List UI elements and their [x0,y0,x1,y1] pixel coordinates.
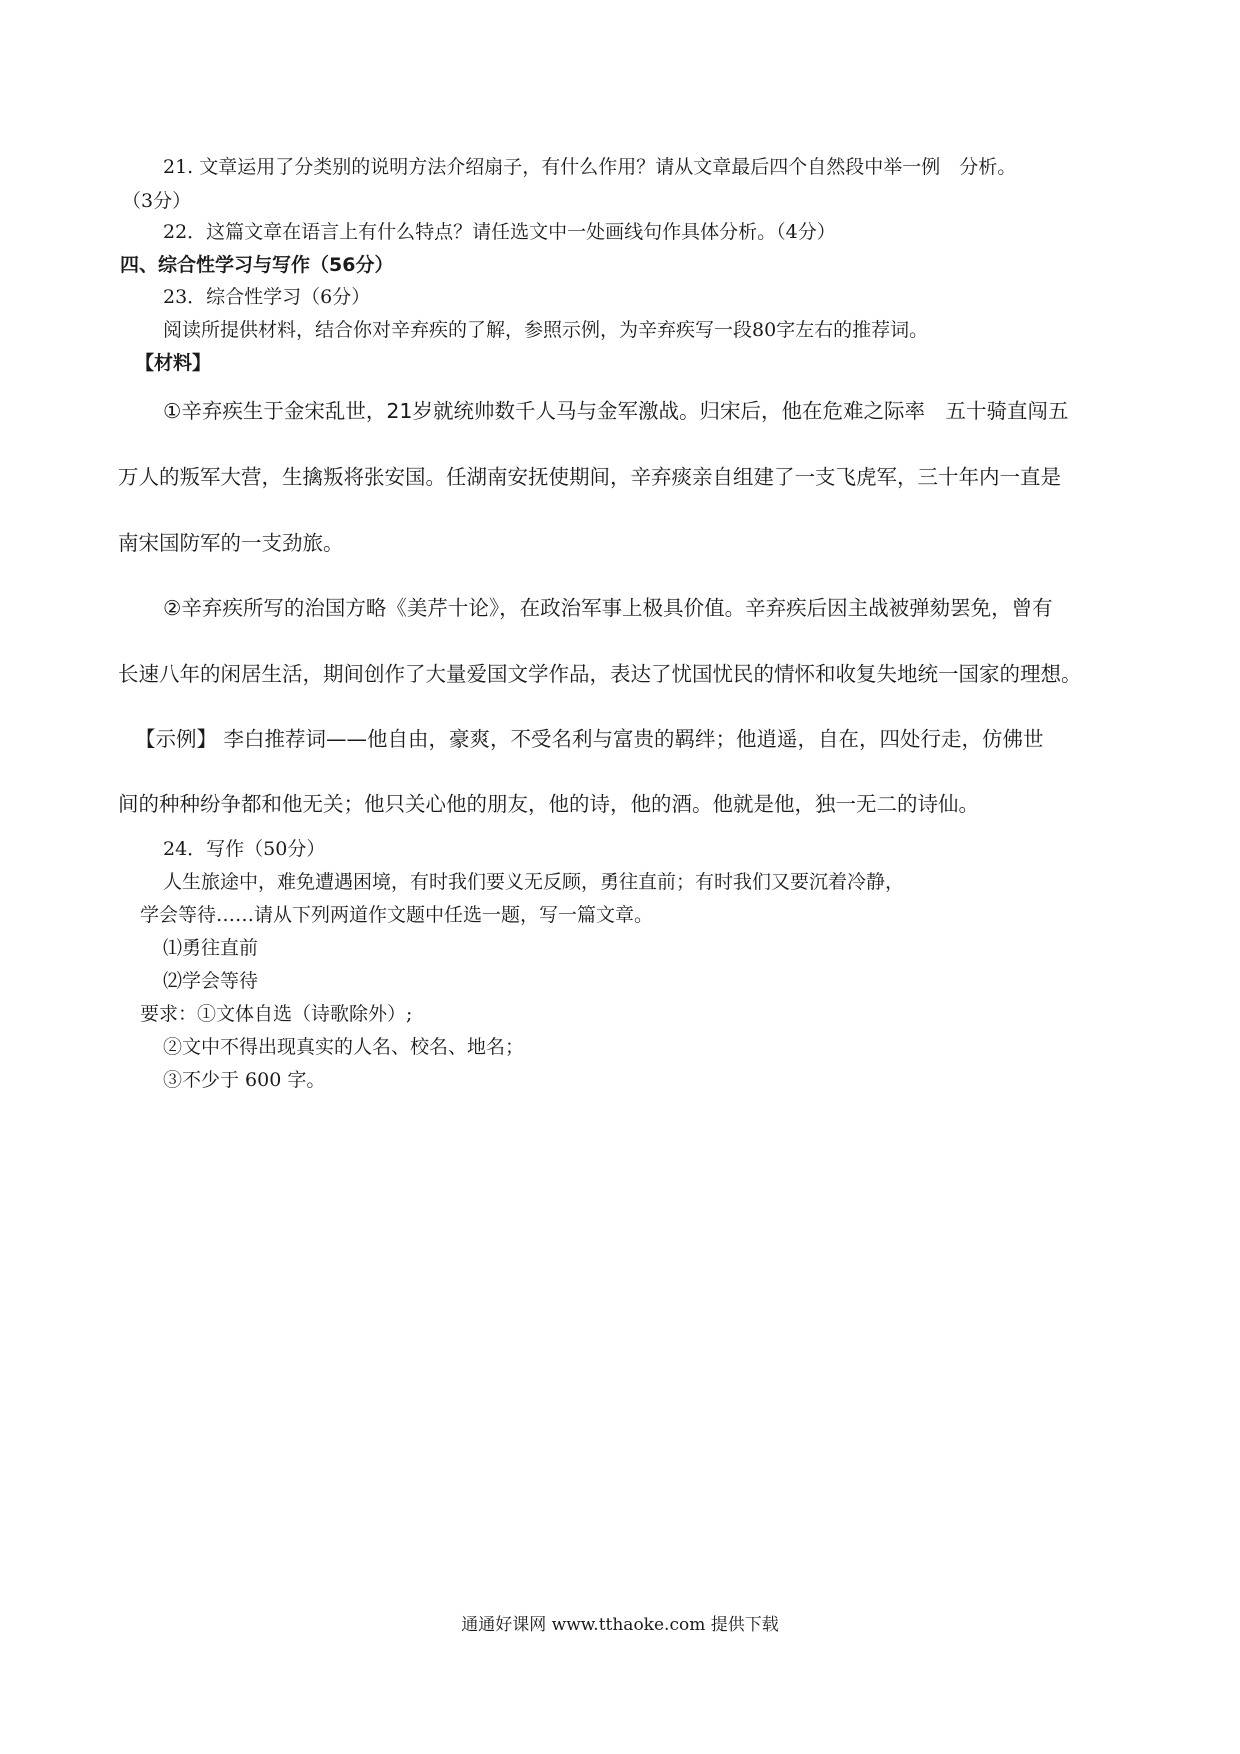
material1-line3: 南宋国防军的一支劲旅。 [118,531,344,555]
q24-option2: ⑵学会等待 [163,970,259,992]
q24-prompt1: 人生旅途中，难免遭遇困境，有时我们要义无反顾，勇往直前；有时我们又要沉着冷静， [163,871,905,893]
q23-instruction: 阅读所提供材料，结合你对辛弃疾的了解，参照示例，为辛弃疾写一段80字左右的推荐词。 [163,319,929,341]
example-line2: 间的种种纷争都和他无关；他只关心他的朋友，他的诗，他的酒。他就是他，独一无二的诗仙。 [118,792,979,816]
q21-line1: 21. 文章运用了分类别的说明方法介绍扇子，有什么作用？请从文章最后四个自然段中举一例 分析。 [163,156,1017,178]
material-label: 【材料】 [135,352,212,374]
material2-line2: 长速八年的闲居生活，期间创作了大量爱国文学作品，表达了忧国忧民的情怀和收复失地统一国家的理想。 [118,662,1082,686]
q22-text: 22．这篇文章在语言上有什么特点？请任选文中一处画线句作具体分析。（4分） [163,221,836,243]
q24-req2: ②文中不得出现真实的人名、校名、地名； [163,1036,525,1058]
q24-title: 24．写作（50分） [163,838,326,860]
q23-title: 23．综合性学习（6分） [163,286,371,308]
material1-line1: ①辛弃疾生于金宋乱世，21岁就统帅数千人马与金军激战。归宋后，他在危难之际率 五十骑直闯五 [163,399,1069,423]
example-line1: 【示例】 李白推荐词——他自由，豪爽，不受名利与富贵的羁绊；他逍遥，自在，四处行走，仿佛世 [135,727,1044,751]
q24-req3: ③不少于 600 字。 [163,1069,326,1091]
material1-line2: 万人的叛军大营，生擒叛将张安国。任湖南安抚使期间，辛弃痰亲自组建了一支飞虎军，三十年内一直是 [118,465,1061,489]
q24-prompt2: 学会等待……请从下列两道作文题中任选一题，写一篇文章。 [140,904,654,926]
q24-requirements: 要求：①文体自选（诗歌除外）; [140,1003,413,1025]
q21-line2: （3分） [122,190,192,212]
section4-title: 四、综合性学习与写作（56分） [120,254,394,276]
material2-line1: ②辛弃疾所写的治国方略《美芹十论》，在政治军事上极具价值。辛弃疾后因主战被弹劾罢免，曾有 [163,596,1053,620]
page-footer: 通通好课网 www.tthaoke.com 提供下载 [461,1615,779,1635]
q24-option1: ⑴勇往直前 [163,937,259,959]
